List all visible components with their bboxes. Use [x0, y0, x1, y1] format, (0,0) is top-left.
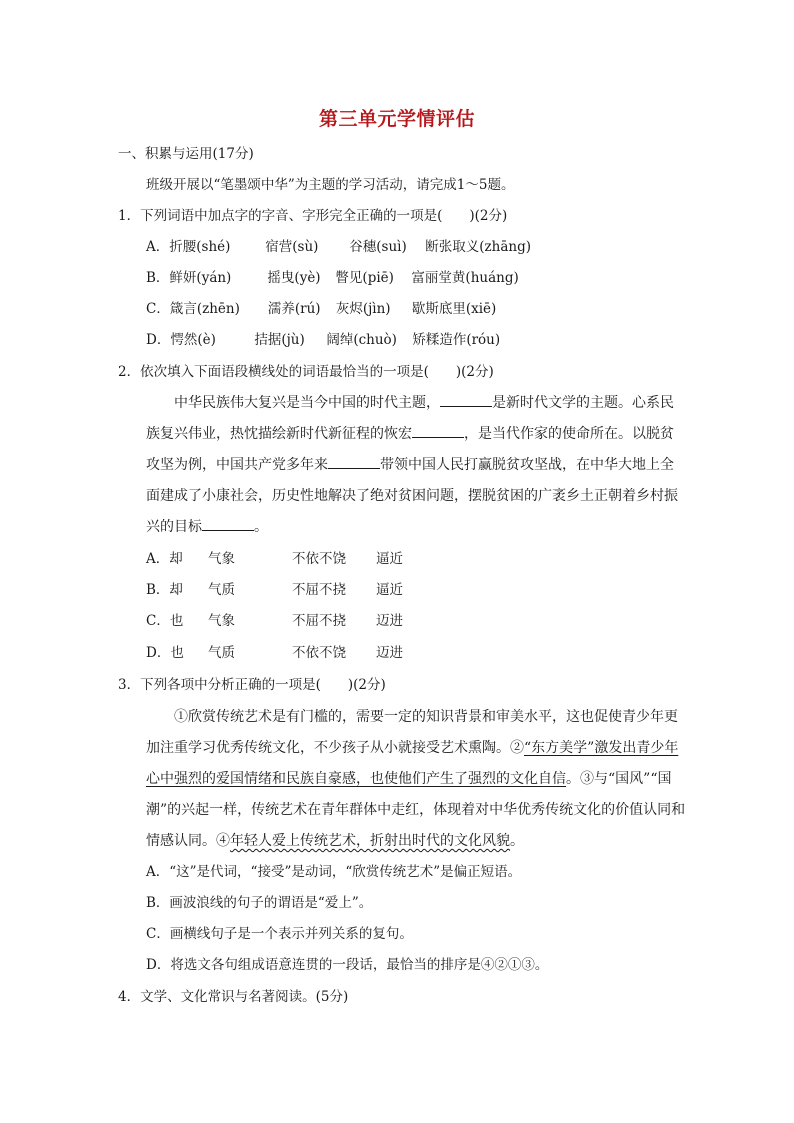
option-item: 迈进: [376, 645, 403, 661]
option-item: 气象: [208, 613, 235, 629]
passage-text: ①欣赏传统艺术是有门槛的，需要一定的知识背景和审美水平，这也促使青少年更加注重学习优秀传统文化，不少孩子从小就接受艺术熏陶。②: [146, 709, 678, 756]
option-item: 气质: [208, 582, 235, 598]
underlined-sentence: “东方美学”激发出青少年心中强烈的爱国情绪和民族自豪感，也使他们产生了强烈的文化自信: [146, 740, 679, 787]
option-label: A．却: [146, 551, 183, 567]
option-item: 气象: [208, 551, 235, 567]
passage-text: 。③与“国风”“国潮”的兴起一样，传统艺术在青年群体中走红，体现着对中华优秀传统文化的价值认同和情感认同。④: [146, 771, 686, 849]
question-3-stem: 3．下列各项中分析正确的一项是( )(2分): [118, 677, 386, 693]
passage-text: 中华民族伟大复兴是当今中国的时代主题，: [174, 395, 440, 411]
page-title: 第三单元学情评估: [318, 108, 475, 130]
passage-text: 带领中国人民打赢脱贫攻坚战，在中华大地上全面建成了小康社会，历史性地解决了绝对贫困问题，摆脱贫困的广袤乡土正朝着乡村振兴的目标: [146, 457, 678, 535]
q2-option-a: [146, 549, 403, 569]
section-heading: 一、积累与运用(17分): [118, 146, 254, 162]
option-item: 摇曳(yè): [267, 270, 321, 286]
section-intro: 班级开展以“笔墨颂中华”为主题的学习活动，请完成1～5题。: [146, 177, 515, 193]
option-label: C．: [146, 301, 170, 317]
option-label: D．: [146, 332, 171, 348]
option-item: 不屈不挠: [292, 613, 346, 629]
question-3-passage: [146, 702, 686, 857]
option-label: C．也: [146, 613, 184, 629]
option-item: 富丽堂黄(huáng): [411, 270, 519, 286]
option-item: 断张取义(zhāng): [425, 239, 531, 255]
option-item: 矫糅造作(róu): [412, 332, 501, 348]
q3-option-d: D．将选文各句组成语意连贯的一段话，最恰当的排序是④②①③。: [146, 957, 549, 973]
option-item: 愕然(è): [170, 332, 216, 348]
q1-option-b: [146, 268, 519, 288]
option-item: 濡养(rú): [267, 301, 321, 317]
fill-blank: [328, 454, 380, 469]
question-2-stem: 2．依次填入下面语段横线处的词语最恰当的一项是( )(2分): [118, 364, 494, 380]
passage-text: 。: [510, 833, 524, 849]
option-item: 拮据(jù): [254, 332, 305, 348]
option-item: 谷穗(suì): [349, 239, 407, 255]
option-item: 气质: [208, 645, 235, 661]
fill-blank: [412, 423, 464, 438]
option-label: B．却: [146, 582, 183, 598]
option-item: 折腰(shé): [169, 239, 231, 255]
option-label: A．: [146, 239, 170, 255]
q1-option-c: [146, 299, 496, 319]
q3-option-b: B．画波浪线的句子的谓语是“爱上”。: [146, 895, 373, 911]
passage-text: ，是当代作家的使命所在。以脱贫攻坚为例，中国共产党多年来: [146, 426, 674, 473]
question-1-stem: 1．下列词语中加点字的字音、字形完全正确的一项是( )(2分): [118, 208, 508, 224]
option-item: 逼近: [376, 582, 403, 598]
option-item: 灰烬(jìn): [335, 301, 391, 317]
q3-option-a: A．“这”是代词，“接受”是动词，“欣赏传统艺术”是偏正短语。: [146, 864, 522, 880]
passage-text: 是新时代文学的主题。心系民族复兴伟业，热忱描绘新时代新征程的恢宏: [146, 395, 674, 442]
option-item: 箴言(zhēn): [169, 301, 240, 317]
q1-option-d: [146, 330, 500, 350]
wavy-underlined-sentence: 年轻人爱上传统艺术，折射出时代的文化风貌: [230, 833, 510, 849]
question-4-stem: 4．文学、文化常识与名著阅读。(5分): [118, 989, 349, 1005]
option-item: 不屈不挠: [292, 582, 346, 598]
fill-blank: [440, 392, 492, 407]
option-label: B．: [146, 270, 170, 286]
option-item: 歇斯底里(xiē): [411, 301, 497, 317]
option-item: 阔绰(chuò): [326, 332, 397, 348]
option-item: 瞥见(piē): [335, 270, 394, 286]
q2-option-d: [146, 643, 403, 663]
q3-option-c: C．画横线句子是一个表示并列关系的复句。: [146, 926, 413, 942]
option-item: 不依不饶: [292, 551, 346, 567]
option-item: 鲜妍(yán): [169, 270, 232, 286]
option-item: 逼近: [376, 551, 403, 567]
question-2-passage: [146, 388, 686, 543]
q2-option-c: [146, 611, 403, 631]
option-item: 宿营(sù): [265, 239, 319, 255]
option-item: 迈进: [376, 613, 403, 629]
option-label: D．也: [146, 645, 184, 661]
q1-option-a: [146, 237, 531, 257]
passage-text: 。: [254, 519, 268, 535]
option-item: 不依不饶: [292, 645, 346, 661]
q2-option-b: [146, 580, 403, 600]
fill-blank: [202, 516, 254, 531]
